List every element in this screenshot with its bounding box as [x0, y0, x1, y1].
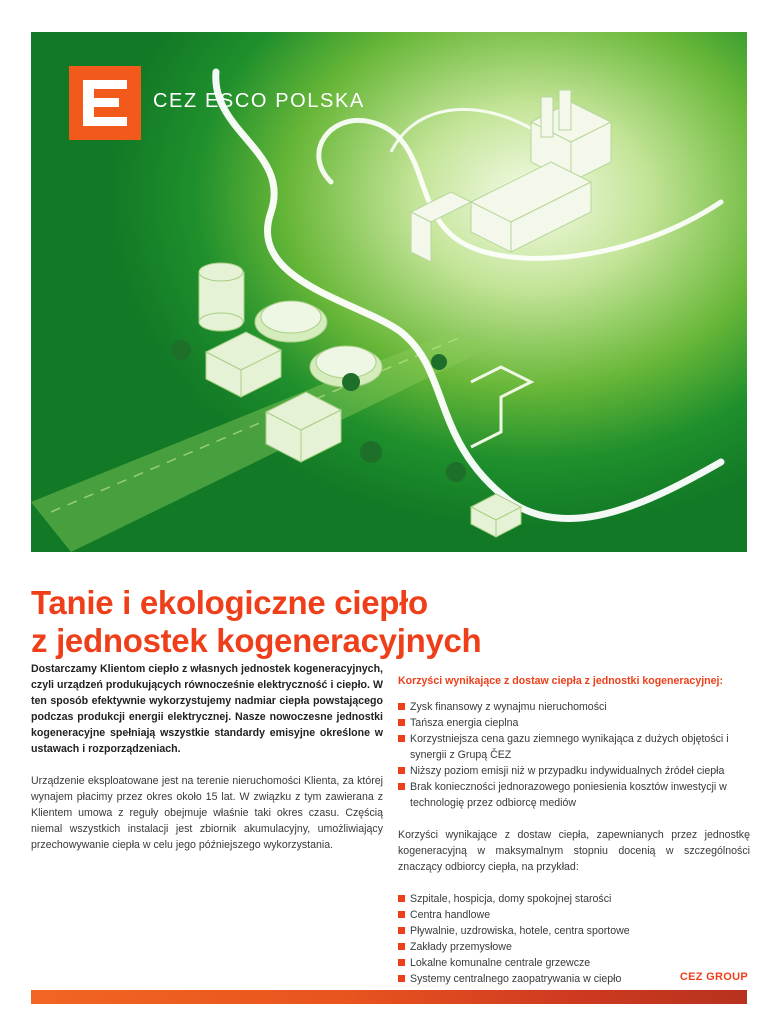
list-item: Korzystniejsza cena gazu ziemnego wynikająca z dużych objętości i synergii z Grupą ČEZ	[398, 731, 750, 763]
bullet-square-icon	[398, 767, 405, 774]
bullet-square-icon	[398, 959, 405, 966]
bullet-square-icon	[398, 911, 405, 918]
bullet-square-icon	[398, 735, 405, 742]
title-line-1: Tanie i ekologiczne ciepło	[31, 584, 428, 621]
hero-illustration	[31, 32, 747, 552]
bullet-square-icon	[398, 719, 405, 726]
bullet-square-icon	[398, 943, 405, 950]
benefits-heading: Korzyści wynikające z dostaw ciepła z jednostki kogeneracyjnej:	[398, 675, 723, 687]
bullet-square-icon	[398, 783, 405, 790]
brand-name: CEZ ESCO POLSKA	[153, 90, 365, 112]
list-item: Systemy centralnego zaopatrywania w ciepło	[398, 971, 750, 987]
page-title	[31, 584, 747, 660]
list-item: Zakłady przemysłowe	[398, 939, 750, 955]
recipients-intro: Korzyści wynikające z dostaw ciepła, zapewnianych przez jednostkę kogeneracyjną w maksymalnym stopniu docenią w szczególności znaczący odbiorcy ciepła, na przykład:	[398, 829, 750, 873]
list-item: Szpitale, hospicja, domy spokojnej starości	[398, 891, 750, 907]
footer-gradient-bar	[31, 990, 747, 1004]
bullet-square-icon	[398, 975, 405, 982]
lead-paragraph: Dostarczamy Klientom ciepło z własnych jednostek kogeneracyjnych, czyli urządzeń produkujących równocześnie elektryczność i ciepło. W ten sposób efektywnie wykorzystujemy nadmiar ciepła powstającego podczas produkcji energii elektrycznej. Nasze nowoczesne jednostki kogeneracyjne spełniają wszystkie standardy emisyjne określone w ustawach i rozporządzeniach.	[31, 663, 383, 755]
bullet-square-icon	[398, 927, 405, 934]
benefits-list	[398, 699, 750, 811]
left-column	[31, 661, 383, 853]
list-item: Pływalnie, uzdrowiska, hotele, centra sportowe	[398, 923, 750, 939]
title-line-2: z jednostek kogeneracyjnych	[31, 622, 482, 659]
list-item: Lokalne komunalne centrale grzewcze	[398, 955, 750, 971]
list-item: Niższy poziom emisji niż w przypadku indywidualnych źródeł ciepła	[398, 763, 750, 779]
list-item: Centra handlowe	[398, 907, 750, 923]
bullet-square-icon	[398, 703, 405, 710]
body-paragraph: Urządzenie eksploatowane jest na terenie nieruchomości Klienta, za której wynajem płacimy przez okres około 15 lat. W związku z tym zawierana z Klientem umowa z reguły obejmuje właśnie taki okres czasu. Częścią niemal wszystkich instalacji jest zbiornik akumulacyjny, umożliwiający przechowywanie ciepła w celu jego późniejszego wykorzystania.	[31, 775, 383, 851]
footer-brand-label: CEZ GROUP	[679, 971, 748, 983]
cez-logo-icon	[69, 66, 141, 140]
bullet-square-icon	[398, 895, 405, 902]
list-item: Brak konieczności jednorazowego poniesienia kosztów inwestycji w technologię przez odbiorcę mediów	[398, 779, 750, 811]
list-item: Zysk finansowy z wynajmu nieruchomości	[398, 699, 750, 715]
list-item: Tańsza energia cieplna	[398, 715, 750, 731]
right-column	[398, 673, 750, 987]
